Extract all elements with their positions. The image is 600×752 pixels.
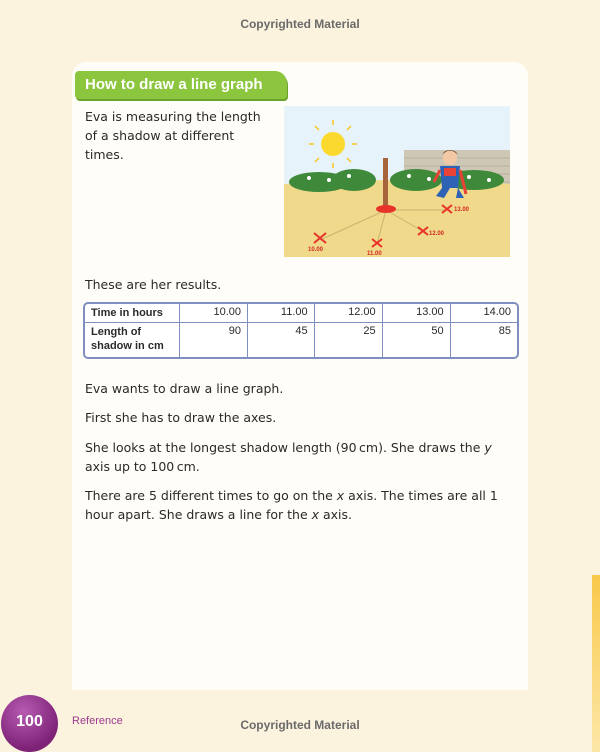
label-11: 11.00 — [367, 251, 382, 257]
section-heading: How to draw a line graph — [75, 71, 287, 99]
row-header-time: Time in hours — [85, 304, 180, 323]
table-cell: 12.00 — [315, 304, 383, 323]
table-cell: 45 — [248, 323, 315, 357]
row-header-length: Length of shadow in cm — [85, 323, 180, 357]
paragraph-2: First she has to draw the axes. — [85, 410, 277, 425]
table-cell: 10.00 — [180, 304, 248, 323]
page-number-badge: 100 — [1, 695, 58, 752]
copyright-bottom: Copyrighted Material — [240, 718, 360, 732]
table-row — [85, 323, 517, 357]
label-13: 13.00 — [454, 207, 470, 213]
table-cell: 25 — [315, 323, 383, 357]
copyright-top: Copyrighted Material — [240, 17, 360, 31]
paragraph-3: She looks at the longest shadow length (90 cm). She draws the y axis up to 100 cm. — [85, 440, 492, 474]
paragraph-1: Eva wants to draw a line graph. — [85, 381, 284, 396]
table-cell: 90 — [180, 323, 248, 357]
table-row — [85, 304, 517, 323]
table-cell: 85 — [498, 325, 511, 337]
label-10: 10.00 — [308, 247, 324, 253]
results-intro: These are her results. — [85, 277, 222, 292]
paragraph-4: There are 5 different times to go on the x axis. The times are all 1 hour apart. She draws a line for the x axis. — [85, 488, 498, 522]
intro-text: Eva is measuring the length of a shadow at different times. — [85, 109, 261, 162]
table-cell: 14.00 — [451, 304, 517, 323]
table-cell: 13.00 — [383, 304, 451, 323]
table-cell: 11.00 — [248, 304, 315, 323]
results-table — [83, 302, 519, 359]
label-12: 12.00 — [429, 231, 445, 237]
table-cell: 50 — [383, 323, 451, 357]
section-label: Reference — [72, 715, 123, 727]
shadow-illustration — [284, 106, 510, 257]
